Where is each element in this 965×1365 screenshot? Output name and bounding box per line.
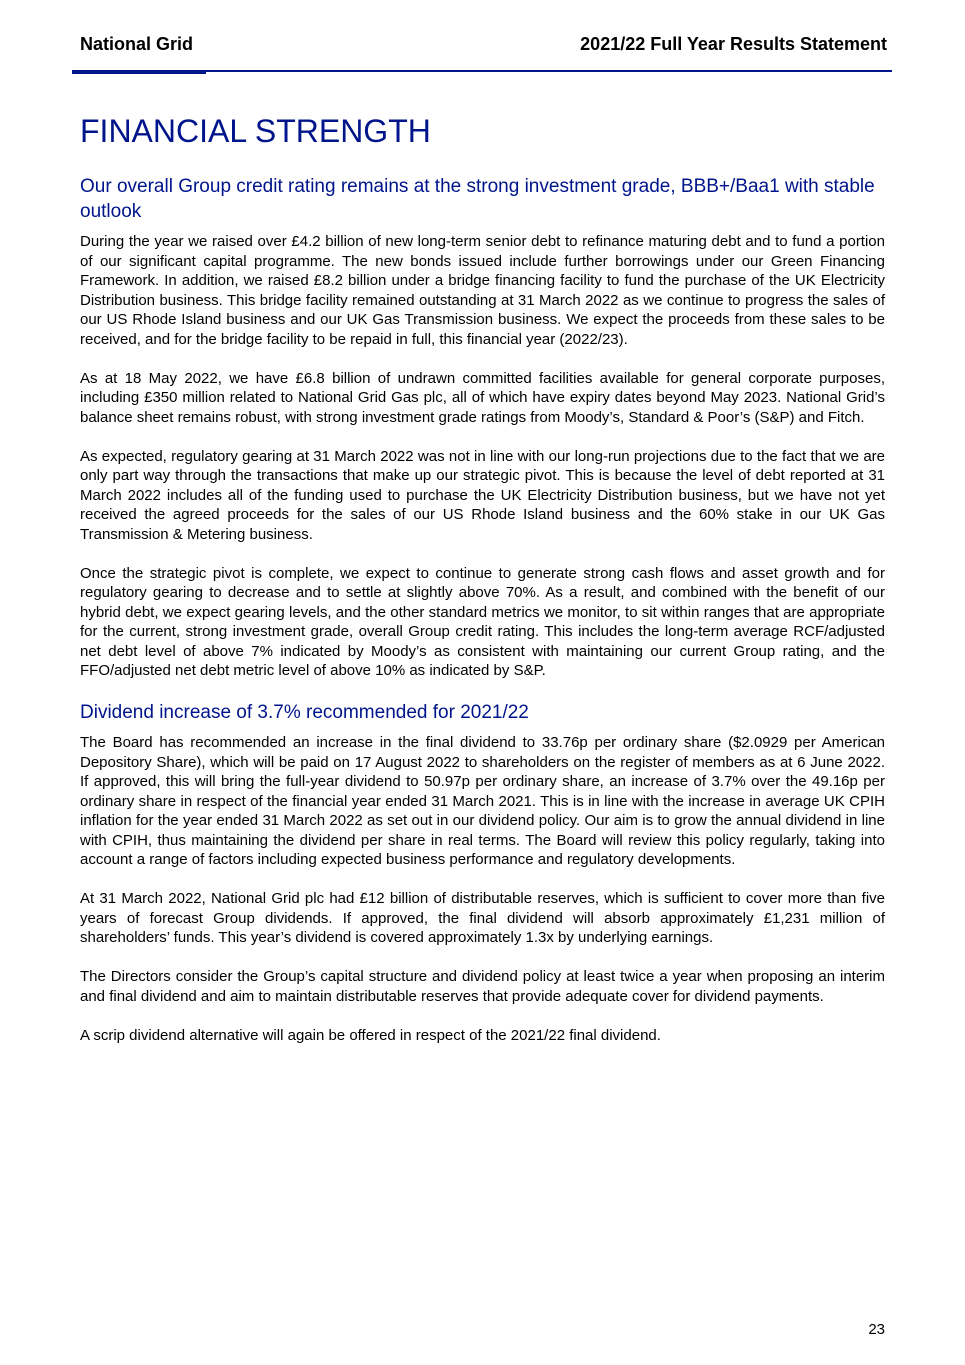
page-content (80, 110, 885, 1065)
paragraph: As at 18 May 2022, we have £6.8 billion of undrawn committed facilities available for general corporate purposes, including £350 million related to National Grid Gas plc, all of which have expiry dates beyond May 2023. National Grid’s balance sheet remains robust, with strong investment grade ratings from Moody’s, Standard & Poor’s (S&P) and Fitch. (80, 369, 885, 426)
paragraph: The Board has recommended an increase in the final dividend to 33.76p per ordinary share ($2.0929 per American Depository Share), which will be paid on 17 August 2022 to shareholders on the register of members as at 6 June 2022. If approved, this will bring the full-year dividend to 50.97p per ordinary share, an increase of 3.7% over the 49.16p per ordinary share in respect of the financial year ended 31 March 2021. This is in line with the increase in average UK CPIH inflation for the year ended 31 March 2022 as set out in our dividend policy. Our aim is to grow the annual dividend in line with CPIH, thus maintaining the dividend per share in real terms. The Board will review this policy regularly, taking into account a range of factors including expected business performance and regulatory developments. (80, 734, 885, 868)
paragraph: Once the strategic pivot is complete, we expect to continue to generate strong cash flows and asset growth and for regulatory gearing to decrease and to settle at slightly above 70%. As a result, and combined with the benefit of our hybrid debt, we expect gearing levels, and the other standard metrics we monitor, to sit within ranges that are appropriate for the current, strong investment grade, overall Group credit rating. This includes the long-term average RCF/adjusted net debt level of above 7% indicated by Moody’s as consistent with maintaining our current Group rating, and the FFO/adjusted net debt metric level of above 10% as indicated by S&P. (80, 564, 885, 679)
company-name: National Grid (80, 34, 194, 54)
paragraph: The Directors consider the Group’s capital structure and dividend policy at least twice a year when proposing an interim and final dividend and aim to maintain distributable reserves that provide adequate cover for dividend payments. (80, 968, 885, 1005)
section-heading-dividend: Dividend increase of 3.7% recommended for 2021/22 (80, 702, 529, 723)
paragraph: As expected, regulatory gearing at 31 March 2022 was not in line with our long-run projections due to the fact that we are only part way through the transactions that make up our strategic pivot. This is because the level of debt reported at 31 March 2022 includes all of the funding used to purchase the UK Electricity Distribution business, but we have not yet received the agreed proceeds for the sales of our US Rhode Island business and the 60% stake in our UK Gas Transmission & Metering business. (80, 447, 885, 543)
paragraph: At 31 March 2022, National Grid plc had £12 billion of distributable reserves, which is sufficient to cover more than five years of forecast Group dividends. If approved, the final dividend will absorb approximately £1,231 million of shareholders’ funds. This year’s dividend is covered approximately 1.3x by underlying earnings. (80, 890, 885, 946)
page-number: 23 (868, 1321, 885, 1338)
page-header (80, 34, 887, 58)
paragraph: During the year we raised over £4.2 billion of new long-term senior debt to refinance maturing debt and to fund a portion of our significant capital programme. The new bonds issued include further borrowings under our Green Financing Framework. In addition, we raised £8.2 billion under a bridge financing facility to fund the purchase of the UK Electricity Distribution business. This bridge facility remained outstanding at 31 March 2022 as we continue to progress the sales of our US Rhode Island business and our UK Gas Transmission business. We expect the proceeds from these sales to be received, and for the bridge facility to be repaid in full, this financial year (2022/23). (80, 233, 885, 348)
page-title: FINANCIAL STRENGTH (80, 113, 431, 149)
report-title: 2021/22 Full Year Results Statement (580, 34, 887, 54)
section-heading-credit-rating: Our overall Group credit rating remains at the strong investment grade, BBB+/Baa1 with stable outlook (80, 176, 875, 222)
paragraph: A scrip dividend alternative will again be offered in respect of the 2021/22 final dividend. (80, 1026, 661, 1044)
header-rule-accent (72, 70, 206, 74)
